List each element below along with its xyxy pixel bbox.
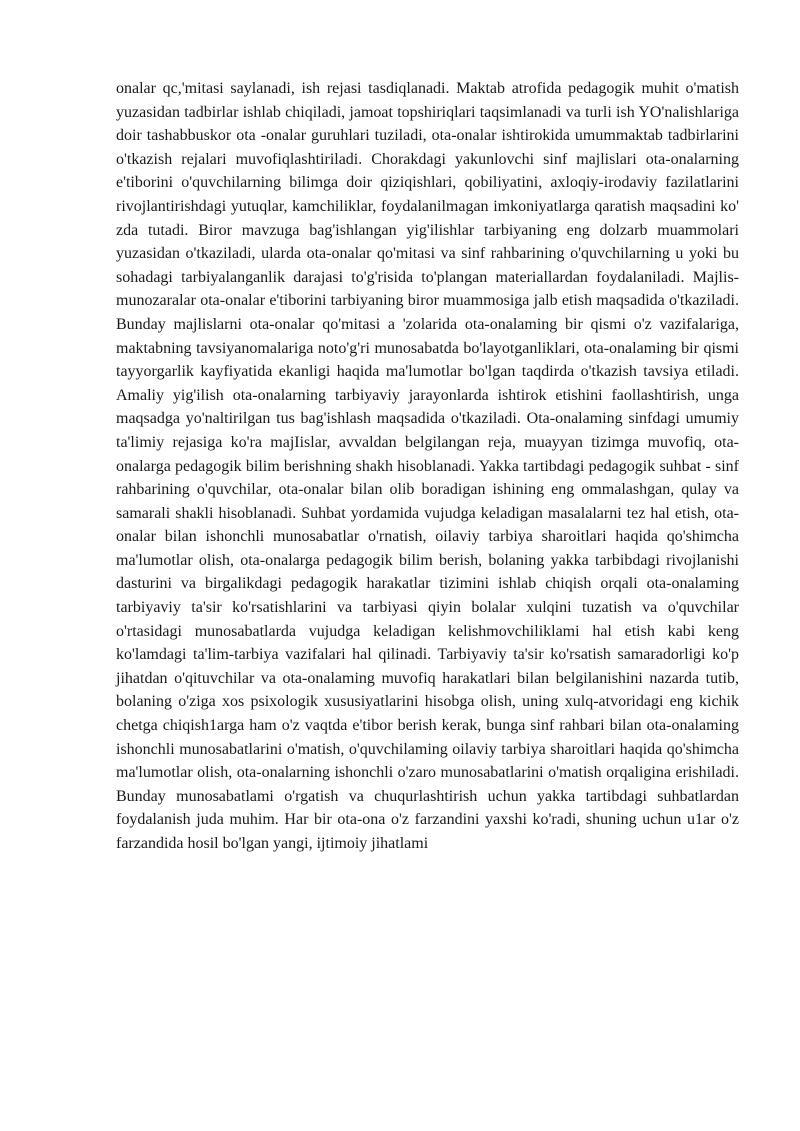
body-paragraph: onalar qc,'mitasi saylanadi, ish rejasi tasdiqlanadi. Maktab atrofida pedagogik muhit o'matish yuzasidan tadbirlar ishlab chiqiladi, jamoat topshiriqlari taqsimlanadi va turli ish YO'nalishlariga doir tashabbuskor ota -onalar guruhlari tuziladi, ota-onalar ishtirokida umummaktab tadbirlarini o'tkazish rejalari muvofiqlashtiriladi. Chorakdagi yakunlovchi sinf majlislari ota-onalarning e'tiborini o'quvchilarning bilimga doir qiziqishlari, qobiliyatini, axloqiy-irodaviy fazilatlarini rivojlantirishdagi yutuqlar, kamchiliklar, foydalanilmagan imkoniyatlarga qaratish maqsadini ko' zda tutadi. Biror mavzuga bag'ishlangan yig'ilishlar tarbiyaning eng dolzarb muammolari yuzasidan o'tkaziladi, ularda ota-onalar qo'mitasi va sinf rahbarining o'quvchilarning u yoki bu sohadagi tarbiyalanganlik darajasi to'g'risida to'plangan materiallardan foydalaniladi. Majlis-munozaralar ota-onalar e'tiborini tarbiyaning biror muammosiga jalb etish maqsadida o'tkaziladi. Bunday majlislarni ota-onalar qo'mitasi a 'zolarida ota-onalaming bir qismi o'z vazifalariga, maktabning tavsiyanomalariga noto'g'ri munosabatda bo'layotganliklari, ota-onalaming bir qismi tayyorgarlik kayfiyatida ekanligi haqida ma'lumotlar bo'lgan taqdirda o'tkazish tavsiya etiladi. Amaliy yig'ilish ota-onalarning tarbiyaviy jarayonlarda ishtirok etishini faollashtirish, unga maqsadga yo'naltirilgan tus bag'ishlash maqsadida o'tkaziladi. Ota-onalaming sinfdagi umumiy ta'limiy rejasiga ko'ra majIislar, avvaldan belgilangan reja, muayyan tizimga muvofiq, ota-onalarga pedagogik bilim berishning shakh hisoblanadi. Yakka tartibdagi pedagogik suhbat - sinf rahbarining o'quvchilar, ota-onalar bilan olib boradigan ishining eng ommalashgan, qulay va samarali shakli hisoblanadi. Suhbat yordamida vujudga keladigan masalalarni tez hal etish, ota-onalar bilan ishonchli munosabatlar o'rnatish, oilaviy tarbiya sharoitlari haqida qo'shimcha ma'lumotlar olish, ota-onalarga pedagogik bilim berish, bolaning yakka tarbibdagi rivojlanishi dasturini va birgalikdagi pedagogik harakatlar tizimini ishlab chiqish orqali ota-onalaming tarbiyaviy ta'sir ko'rsatishlarini va tarbiyasi qiyin bolalar xulqini tuzatish va o'quvchilar o'rtasidagi munosabatlarda vujudga keladigan kelishmovchiliklami hal etish kabi keng ko'lamdagi ta'lim-tarbiya vazifalari hal qilinadi. Tarbiyaviy ta'sir ko'rsatish samaradorligi ko'p jihatdan o'qituvchilar va ota-onalaming muvofiq harakatlari bilan belgilanishini nazarda tutib, bolaning o'ziga xos psixologik xususiyatlarini hisobga olish, uning xulq-atvoridagi eng kichik chetga chiqish1arga ham o'z vaqtda e'tibor berish kerak, bunga sinf rahbari bilan ota-onalaming ishonchli munosabatlarini o'matish, o'quvchilaming oilaviy tarbiya sharoitlari haqida qo'shimcha ma'lumotlar olish, ota-onalarning ishonchli o'zaro munosabatlarini o'matish orqaligina erishiladi. Bunday munosabatlami o'rgatish va chuqurlashtirish uchun yakka tartibdagi suhbatlardan foydalanish juda muhim. Har bir ota-ona o'z farzandini yaxshi ko'radi, shuning uchun u1ar o'z farzandida hosil bo'lgan yangi, ijtimoiy jihatlami	[116, 80, 739, 852]
document-page	[116, 77, 739, 856]
